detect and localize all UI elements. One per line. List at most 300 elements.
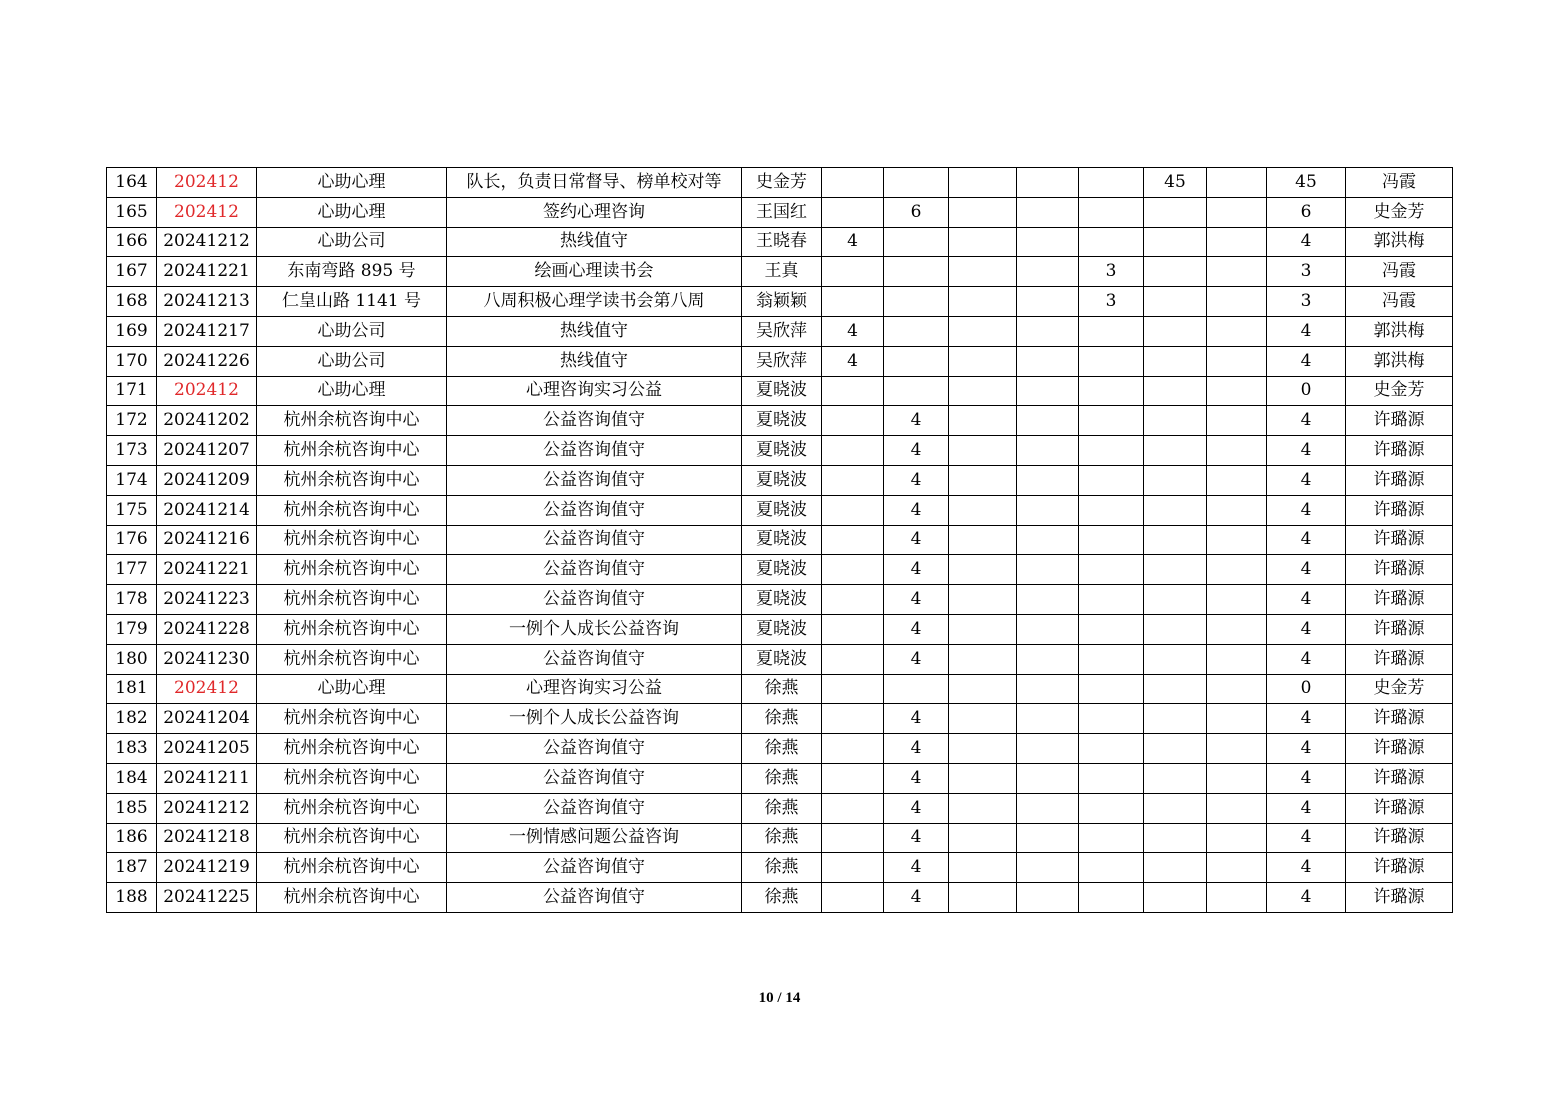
hours-col3-cell (949, 346, 1017, 376)
location-cell: 杭州余杭咨询中心 (257, 555, 447, 585)
hours-col5-cell (1079, 883, 1144, 913)
hours-col2-cell (884, 376, 949, 406)
total-hours-cell: 4 (1267, 555, 1346, 585)
date-cell: 20241223 (157, 585, 257, 615)
date-cell: 20241226 (157, 346, 257, 376)
reviewer-cell: 许璐源 (1346, 853, 1453, 883)
table-row (107, 287, 1453, 317)
hours-col2-cell: 6 (884, 197, 949, 227)
activity-cell: 签约心理咨询 (447, 197, 742, 227)
date-cell: 20241230 (157, 644, 257, 674)
hours-col4-cell (1017, 495, 1079, 525)
total-hours-cell: 4 (1267, 316, 1346, 346)
reviewer-cell: 许璐源 (1346, 406, 1453, 436)
hours-col1-cell (822, 555, 884, 585)
page-number: 10 / 14 (758, 990, 801, 1006)
hours-col7-cell (1207, 346, 1267, 376)
hours-col3-cell (949, 734, 1017, 764)
reviewer-cell: 许璐源 (1346, 763, 1453, 793)
hours-col3-cell (949, 465, 1017, 495)
activity-cell: 公益咨询值守 (447, 644, 742, 674)
table-row (107, 406, 1453, 436)
hours-col4-cell (1017, 853, 1079, 883)
table-row (107, 346, 1453, 376)
hours-col5-cell (1079, 763, 1144, 793)
total-hours-cell: 4 (1267, 644, 1346, 674)
location-cell: 杭州余杭咨询中心 (257, 704, 447, 734)
hours-col4-cell (1017, 227, 1079, 257)
reviewer-cell: 郭洪梅 (1346, 316, 1453, 346)
row-number-cell: 177 (107, 555, 157, 585)
hours-col1-cell (822, 793, 884, 823)
hours-col2-cell: 4 (884, 823, 949, 853)
hours-col7-cell (1207, 644, 1267, 674)
person-cell: 夏晓波 (742, 644, 822, 674)
hours-col5-cell (1079, 495, 1144, 525)
hours-col7-cell (1207, 734, 1267, 764)
hours-col6-cell (1144, 793, 1207, 823)
hours-col2-cell: 4 (884, 436, 949, 466)
total-hours-cell: 3 (1267, 287, 1346, 317)
hours-col1-cell (822, 168, 884, 198)
table-row (107, 674, 1453, 704)
hours-col1-cell (822, 465, 884, 495)
location-cell: 心助心理 (257, 376, 447, 406)
hours-col4-cell (1017, 674, 1079, 704)
hours-col3-cell (949, 197, 1017, 227)
date-cell: 20241219 (157, 853, 257, 883)
hours-col3-cell (949, 436, 1017, 466)
reviewer-cell: 许璐源 (1346, 644, 1453, 674)
date-cell: 202412 (157, 197, 257, 227)
hours-col1-cell (822, 644, 884, 674)
total-hours-cell: 4 (1267, 614, 1346, 644)
hours-col6-cell (1144, 465, 1207, 495)
date-cell: 20241204 (157, 704, 257, 734)
hours-col2-cell: 4 (884, 406, 949, 436)
hours-col4-cell (1017, 734, 1079, 764)
hours-col3-cell (949, 376, 1017, 406)
hours-col5-cell (1079, 555, 1144, 585)
hours-col2-cell: 4 (884, 883, 949, 913)
hours-col3-cell (949, 585, 1017, 615)
hours-col7-cell (1207, 585, 1267, 615)
date-cell: 20241221 (157, 555, 257, 585)
location-cell: 杭州余杭咨询中心 (257, 644, 447, 674)
location-cell: 杭州余杭咨询中心 (257, 763, 447, 793)
hours-col5-cell (1079, 376, 1144, 406)
date-cell: 20241221 (157, 257, 257, 287)
row-number-cell: 167 (107, 257, 157, 287)
location-cell: 杭州余杭咨询中心 (257, 585, 447, 615)
hours-col7-cell (1207, 257, 1267, 287)
hours-col2-cell (884, 257, 949, 287)
hours-col2-cell (884, 674, 949, 704)
hours-col4-cell (1017, 316, 1079, 346)
hours-col5-cell: 3 (1079, 257, 1144, 287)
hours-col7-cell (1207, 168, 1267, 198)
reviewer-cell: 郭洪梅 (1346, 227, 1453, 257)
date-cell: 20241212 (157, 793, 257, 823)
hours-col1-cell (822, 495, 884, 525)
date-cell: 202412 (157, 376, 257, 406)
date-cell: 20241202 (157, 406, 257, 436)
hours-col5-cell (1079, 316, 1144, 346)
hours-col7-cell (1207, 465, 1267, 495)
total-hours-cell: 4 (1267, 406, 1346, 436)
hours-col2-cell (884, 316, 949, 346)
hours-col2-cell: 4 (884, 734, 949, 764)
location-cell: 杭州余杭咨询中心 (257, 406, 447, 436)
location-cell: 心助心理 (257, 674, 447, 704)
row-number-cell: 175 (107, 495, 157, 525)
table-row (107, 644, 1453, 674)
location-cell: 杭州余杭咨询中心 (257, 793, 447, 823)
hours-col2-cell: 4 (884, 704, 949, 734)
activity-cell: 公益咨询值守 (447, 853, 742, 883)
hours-col1-cell (822, 376, 884, 406)
person-cell: 徐燕 (742, 704, 822, 734)
hours-col6-cell (1144, 287, 1207, 317)
hours-col3-cell (949, 555, 1017, 585)
hours-col3-cell (949, 495, 1017, 525)
date-cell: 202412 (157, 674, 257, 704)
row-number-cell: 165 (107, 197, 157, 227)
table-row (107, 257, 1453, 287)
person-cell: 王国红 (742, 197, 822, 227)
total-hours-cell: 6 (1267, 197, 1346, 227)
hours-col3-cell (949, 614, 1017, 644)
hours-col7-cell (1207, 883, 1267, 913)
hours-col2-cell: 4 (884, 644, 949, 674)
table-row (107, 227, 1453, 257)
hours-col7-cell (1207, 406, 1267, 436)
hours-col3-cell (949, 168, 1017, 198)
reviewer-cell: 许璐源 (1346, 436, 1453, 466)
hours-col4-cell (1017, 614, 1079, 644)
hours-col5-cell (1079, 197, 1144, 227)
activity-cell: 公益咨询值守 (447, 406, 742, 436)
table-row (107, 525, 1453, 555)
hours-col5-cell (1079, 853, 1144, 883)
hours-col1-cell (822, 436, 884, 466)
activity-cell: 一例情感问题公益咨询 (447, 823, 742, 853)
hours-col7-cell (1207, 525, 1267, 555)
date-cell: 20241225 (157, 883, 257, 913)
hours-col4-cell (1017, 465, 1079, 495)
records-table (106, 167, 1453, 913)
hours-col7-cell (1207, 555, 1267, 585)
hours-col6-cell (1144, 525, 1207, 555)
total-hours-cell: 4 (1267, 346, 1346, 376)
activity-cell: 公益咨询值守 (447, 436, 742, 466)
person-cell: 徐燕 (742, 823, 822, 853)
hours-col6-cell (1144, 853, 1207, 883)
table-row (107, 614, 1453, 644)
hours-col7-cell (1207, 376, 1267, 406)
hours-col6-cell (1144, 734, 1207, 764)
table-row (107, 197, 1453, 227)
hours-col3-cell (949, 704, 1017, 734)
location-cell: 杭州余杭咨询中心 (257, 734, 447, 764)
hours-col6-cell (1144, 316, 1207, 346)
hours-col4-cell (1017, 823, 1079, 853)
table-row (107, 465, 1453, 495)
hours-col6-cell (1144, 406, 1207, 436)
location-cell: 心助公司 (257, 316, 447, 346)
date-cell: 202412 (157, 168, 257, 198)
row-number-cell: 164 (107, 168, 157, 198)
person-cell: 夏晓波 (742, 376, 822, 406)
activity-cell: 绘画心理读书会 (447, 257, 742, 287)
row-number-cell: 181 (107, 674, 157, 704)
table-row (107, 495, 1453, 525)
hours-col3-cell (949, 674, 1017, 704)
location-cell: 心助公司 (257, 227, 447, 257)
hours-col5-cell (1079, 525, 1144, 555)
activity-cell: 心理咨询实习公益 (447, 674, 742, 704)
hours-col5-cell (1079, 793, 1144, 823)
hours-col2-cell: 4 (884, 495, 949, 525)
hours-col1-cell (822, 614, 884, 644)
hours-col3-cell (949, 287, 1017, 317)
hours-col6-cell (1144, 197, 1207, 227)
hours-col4-cell (1017, 346, 1079, 376)
hours-col2-cell (884, 346, 949, 376)
hours-col3-cell (949, 406, 1017, 436)
hours-col4-cell (1017, 257, 1079, 287)
activity-cell: 热线值守 (447, 346, 742, 376)
person-cell: 翁颖颖 (742, 287, 822, 317)
activity-cell: 公益咨询值守 (447, 495, 742, 525)
row-number-cell: 176 (107, 525, 157, 555)
hours-col6-cell (1144, 585, 1207, 615)
location-cell: 杭州余杭咨询中心 (257, 525, 447, 555)
hours-col2-cell: 4 (884, 853, 949, 883)
hours-col7-cell (1207, 674, 1267, 704)
hours-col6-cell (1144, 346, 1207, 376)
hours-col2-cell (884, 168, 949, 198)
hours-col4-cell (1017, 168, 1079, 198)
table-row (107, 436, 1453, 466)
location-cell: 东南弯路 895 号 (257, 257, 447, 287)
row-number-cell: 172 (107, 406, 157, 436)
reviewer-cell: 许璐源 (1346, 704, 1453, 734)
location-cell: 心助心理 (257, 197, 447, 227)
hours-col2-cell (884, 287, 949, 317)
hours-col6-cell (1144, 227, 1207, 257)
hours-col3-cell (949, 227, 1017, 257)
hours-col7-cell (1207, 287, 1267, 317)
activity-cell: 公益咨询值守 (447, 734, 742, 764)
hours-col7-cell (1207, 823, 1267, 853)
reviewer-cell: 史金芳 (1346, 197, 1453, 227)
total-hours-cell: 4 (1267, 763, 1346, 793)
hours-col1-cell: 4 (822, 316, 884, 346)
reviewer-cell: 冯霞 (1346, 168, 1453, 198)
row-number-cell: 179 (107, 614, 157, 644)
total-hours-cell: 4 (1267, 853, 1346, 883)
hours-col1-cell (822, 823, 884, 853)
hours-col1-cell (822, 197, 884, 227)
hours-col5-cell (1079, 674, 1144, 704)
hours-col1-cell (822, 525, 884, 555)
hours-col7-cell (1207, 704, 1267, 734)
hours-col6-cell (1144, 644, 1207, 674)
hours-col2-cell (884, 227, 949, 257)
hours-col7-cell (1207, 495, 1267, 525)
hours-col7-cell (1207, 316, 1267, 346)
hours-col1-cell (822, 883, 884, 913)
row-number-cell: 183 (107, 734, 157, 764)
hours-col6-cell: 45 (1144, 168, 1207, 198)
row-number-cell: 188 (107, 883, 157, 913)
hours-col2-cell: 4 (884, 555, 949, 585)
hours-col4-cell (1017, 763, 1079, 793)
date-cell: 20241211 (157, 763, 257, 793)
activity-cell: 八周积极心理学读书会第八周 (447, 287, 742, 317)
person-cell: 夏晓波 (742, 406, 822, 436)
activity-cell: 热线值守 (447, 316, 742, 346)
row-number-cell: 184 (107, 763, 157, 793)
hours-col3-cell (949, 525, 1017, 555)
hours-col5-cell (1079, 406, 1144, 436)
reviewer-cell: 许璐源 (1346, 823, 1453, 853)
hours-col5-cell (1079, 346, 1144, 376)
person-cell: 吴欣萍 (742, 316, 822, 346)
table-row (107, 555, 1453, 585)
hours-col5-cell (1079, 704, 1144, 734)
hours-col6-cell (1144, 823, 1207, 853)
location-cell: 杭州余杭咨询中心 (257, 465, 447, 495)
table-row (107, 168, 1453, 198)
hours-col2-cell: 4 (884, 614, 949, 644)
total-hours-cell: 4 (1267, 734, 1346, 764)
total-hours-cell: 4 (1267, 793, 1346, 823)
hours-col5-cell (1079, 227, 1144, 257)
activity-cell: 热线值守 (447, 227, 742, 257)
hours-col6-cell (1144, 436, 1207, 466)
hours-col7-cell (1207, 853, 1267, 883)
hours-col4-cell (1017, 436, 1079, 466)
hours-col3-cell (949, 763, 1017, 793)
date-cell: 20241228 (157, 614, 257, 644)
activity-cell: 队长，负责日常督导、榜单校对等 (447, 168, 742, 198)
table-row (107, 853, 1453, 883)
date-cell: 20241205 (157, 734, 257, 764)
table-row (107, 316, 1453, 346)
hours-col5-cell (1079, 734, 1144, 764)
row-number-cell: 185 (107, 793, 157, 823)
table-row (107, 883, 1453, 913)
reviewer-cell: 史金芳 (1346, 376, 1453, 406)
hours-col4-cell (1017, 704, 1079, 734)
location-cell: 杭州余杭咨询中心 (257, 823, 447, 853)
hours-col2-cell: 4 (884, 793, 949, 823)
hours-col7-cell (1207, 763, 1267, 793)
date-cell: 20241207 (157, 436, 257, 466)
hours-col6-cell (1144, 495, 1207, 525)
reviewer-cell: 许璐源 (1346, 793, 1453, 823)
activity-cell: 公益咨询值守 (447, 585, 742, 615)
date-cell: 20241218 (157, 823, 257, 853)
hours-col4-cell (1017, 585, 1079, 615)
person-cell: 王真 (742, 257, 822, 287)
reviewer-cell: 许璐源 (1346, 883, 1453, 913)
hours-col2-cell: 4 (884, 585, 949, 615)
hours-col7-cell (1207, 614, 1267, 644)
activity-cell: 公益咨询值守 (447, 555, 742, 585)
hours-col6-cell (1144, 674, 1207, 704)
row-number-cell: 186 (107, 823, 157, 853)
reviewer-cell: 冯霞 (1346, 257, 1453, 287)
total-hours-cell: 45 (1267, 168, 1346, 198)
hours-col3-cell (949, 793, 1017, 823)
activity-cell: 公益咨询值守 (447, 525, 742, 555)
reviewer-cell: 冯霞 (1346, 287, 1453, 317)
total-hours-cell: 4 (1267, 823, 1346, 853)
total-hours-cell: 4 (1267, 495, 1346, 525)
row-number-cell: 168 (107, 287, 157, 317)
hours-col4-cell (1017, 406, 1079, 436)
hours-col3-cell (949, 316, 1017, 346)
person-cell: 夏晓波 (742, 614, 822, 644)
person-cell: 夏晓波 (742, 555, 822, 585)
person-cell: 史金芳 (742, 168, 822, 198)
hours-col2-cell: 4 (884, 763, 949, 793)
activity-cell: 公益咨询值守 (447, 465, 742, 495)
location-cell: 杭州余杭咨询中心 (257, 883, 447, 913)
hours-col1-cell (822, 674, 884, 704)
person-cell: 王晓春 (742, 227, 822, 257)
hours-col5-cell (1079, 465, 1144, 495)
hours-col4-cell (1017, 555, 1079, 585)
hours-col6-cell (1144, 376, 1207, 406)
person-cell: 徐燕 (742, 793, 822, 823)
total-hours-cell: 4 (1267, 525, 1346, 555)
hours-col5-cell (1079, 168, 1144, 198)
date-cell: 20241212 (157, 227, 257, 257)
total-hours-cell: 3 (1267, 257, 1346, 287)
person-cell: 夏晓波 (742, 465, 822, 495)
reviewer-cell: 许璐源 (1346, 585, 1453, 615)
hours-col1-cell (822, 287, 884, 317)
row-number-cell: 169 (107, 316, 157, 346)
reviewer-cell: 许璐源 (1346, 495, 1453, 525)
records-table-body (107, 168, 1453, 913)
person-cell: 吴欣萍 (742, 346, 822, 376)
location-cell: 心助心理 (257, 168, 447, 198)
date-cell: 20241213 (157, 287, 257, 317)
hours-col6-cell (1144, 883, 1207, 913)
reviewer-cell: 史金芳 (1346, 674, 1453, 704)
hours-col6-cell (1144, 763, 1207, 793)
location-cell: 杭州余杭咨询中心 (257, 614, 447, 644)
row-number-cell: 173 (107, 436, 157, 466)
hours-col4-cell (1017, 525, 1079, 555)
person-cell: 徐燕 (742, 734, 822, 764)
person-cell: 徐燕 (742, 883, 822, 913)
hours-col1-cell (822, 585, 884, 615)
hours-col4-cell (1017, 197, 1079, 227)
row-number-cell: 171 (107, 376, 157, 406)
activity-cell: 公益咨询值守 (447, 763, 742, 793)
table-row (107, 763, 1453, 793)
location-cell: 心助公司 (257, 346, 447, 376)
hours-col1-cell: 4 (822, 227, 884, 257)
hours-col6-cell (1144, 614, 1207, 644)
activity-cell: 公益咨询值守 (447, 883, 742, 913)
